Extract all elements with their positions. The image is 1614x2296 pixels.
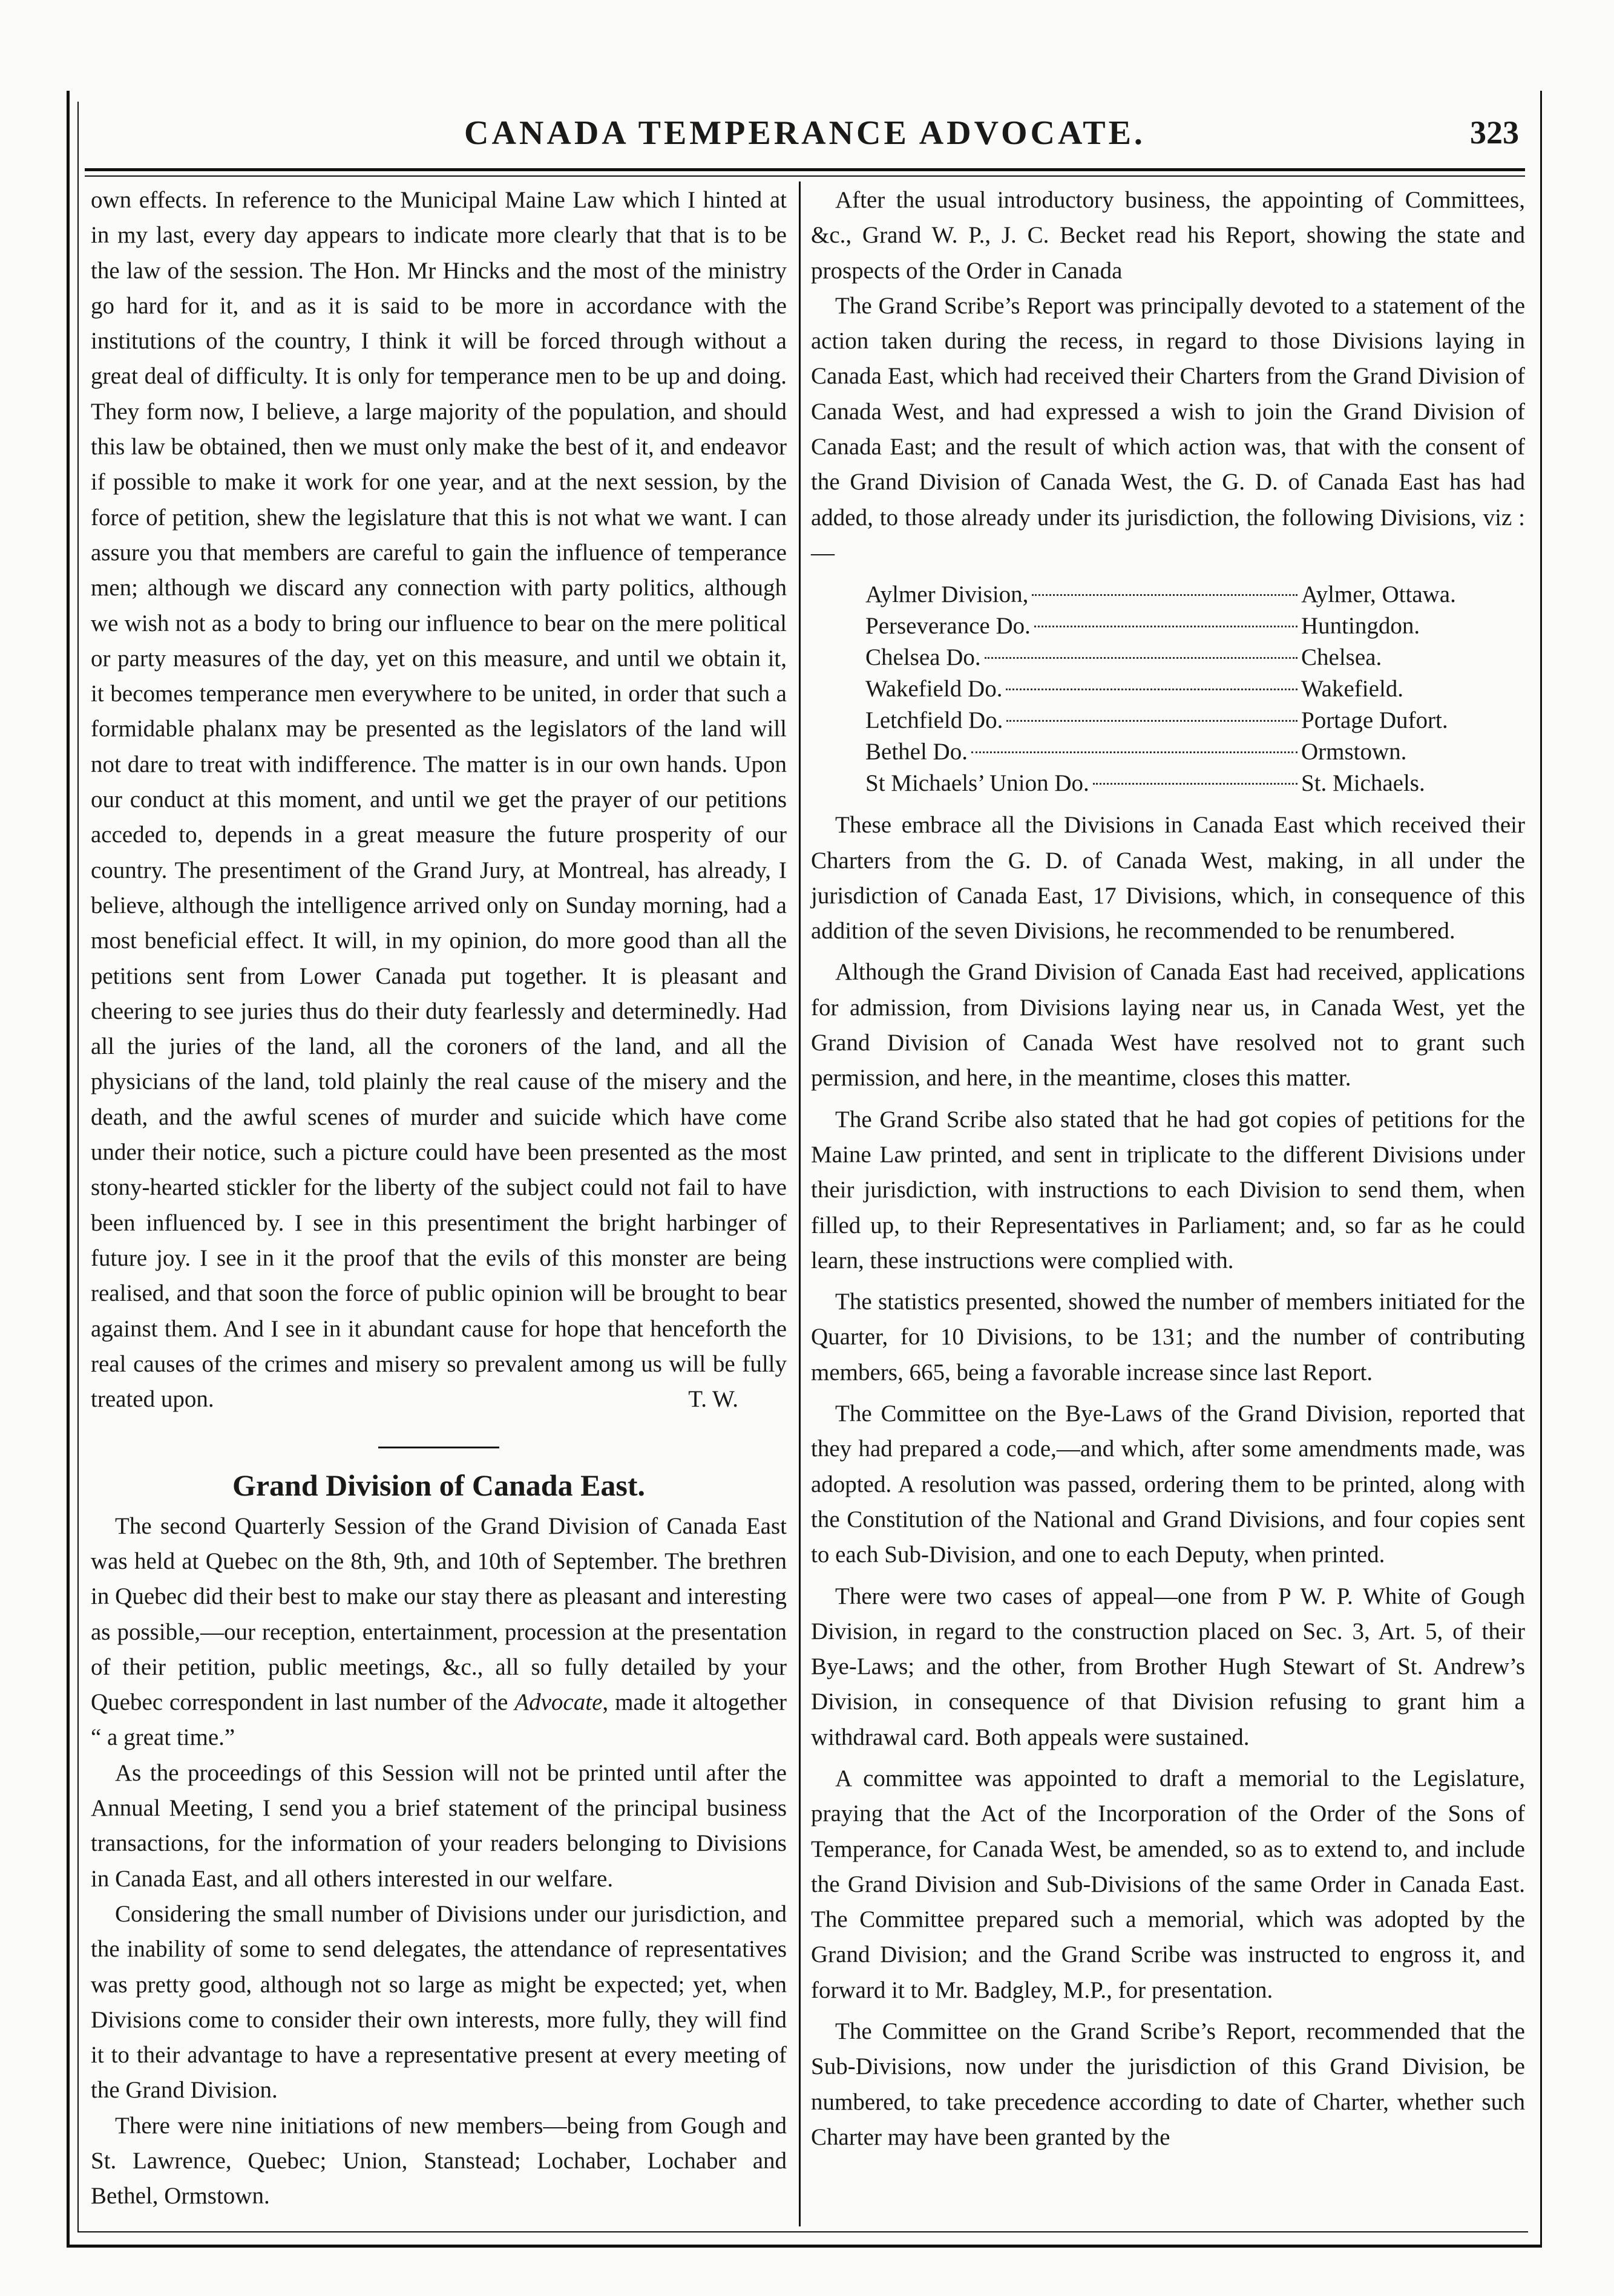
report-paragraph: The statistics presented, showed the number of members initiated for the Quarter, for 10 Divisions, to be 131; and the number of contributing members, 665, being a favorable increase since last Report. <box>811 1289 1525 1385</box>
report-paragraph: A committee was appointed to draft a memorial to the Legislature, praying that the Act of the Incorporation of the Order of the Sons of Temperance, for Canada West, be amended, so as to extend to, and include the Grand Division and Sub-Divisions of the same Order in Canada East. The Committee prepared such a memorial, which was adopted by the Grand Division; and the Grand Scribe was instructed to engross it, and forward it to Mr. Badgley, M.P., for presentation. <box>811 1765 1525 2003</box>
division-place: Ormstown. <box>1301 739 1407 765</box>
leader-dots <box>1034 626 1297 627</box>
leader-dots <box>1032 594 1297 596</box>
section-separator <box>378 1447 499 1448</box>
report-paragraph: As the proceedings of this Session will not be printed until after the Annual Meeting, I send you a brief statement of the principal business transactions, for the information of your readers belonging to Divisions in Canada East, and all others interested in our welfare. <box>91 1759 787 1892</box>
page-number: 323 <box>1470 114 1519 151</box>
division-place: Huntingdon. <box>1301 613 1420 639</box>
divisions-list <box>865 579 1483 799</box>
leader-dots <box>1006 720 1297 722</box>
leader-dots <box>985 657 1297 659</box>
division-row <box>865 768 1483 799</box>
report-paragraph: The Grand Scribe’s Report was principally devoted to a statement of the action taken during the recess, in regard to those Divisions laying in Canada East, which had received their Charters from the Grand Division of Canada West, and had expressed a wish to join the Grand Division of Canada East; and the result of which action was, that with the consent of the Grand Division of Canada West, the G. D. of Canada East has had added, to those already under its jurisdiction, the following Divisions, viz :— <box>811 292 1525 566</box>
division-row <box>865 736 1483 768</box>
division-row <box>865 673 1483 705</box>
division-place: Wakefield. <box>1301 676 1404 702</box>
division-name: Aylmer Division, <box>865 581 1029 608</box>
division-place: Chelsea. <box>1301 644 1382 671</box>
left-column <box>91 183 787 2214</box>
letter-paragraph: own effects. In reference to the Municipal Maine Law which I hinted at in my last, every day appears to indicate more clearly that that is to be the law of the session. The Hon. Mr Hincks and the most of the ministry go hard for it, and as it is said to be more in accordance with the institutions of the country, I think it will be forced through without a great deal of difficulty. It is only for temperance men to be up and doing. They form now, I believe, a large majority of the population, and should this law be obtained, then we must only make the best of it, and endeavor if possible to make it work for one year, and at the next session, by the force of petition, shew the legislature that this is not what we want. I can assure you that members are careful to gain the influence of temperance men; although we discard any connection with party politics, although we wish not as a body to bring our influence to bear on the mere political or party measures of the day, yet on this measure, and until we obtain it, it becomes temperance men everywhere to be united, in order that such a formidable phalanx may be presented as the legislators of the land will not dare to treat with indifference. The matter is in our own hands. Upon our conduct at this moment, and until we get the prayer of our petitions acceded to, depends in a great measure the future prosperity of our country. The presentiment of the Grand Jury, at Montreal, has already, I believe, although the intelligence arrived only on Sunday morning, had a most beneficial effect. It will, in my opinion, do more good than all the petitions sent from Lower Canada put together. It is pleasant and cheering to see juries thus do their duty fearlessly and determinedly. Had all the juries of the land, all the coroners of the land, and all the physicians of the land, told plainly the real cause of the misery and the death, and the awful scenes of murder and suicide which have come under their notice, such a picture could have been presented as the most stony-hearted stickler for the liberty of the subject could not fail to have been influenced by. I see in this presentiment the bright harbinger of future joy. I see in it the proof that the evils of this monster are being realised, and that soon the force of public opinion will be brought to bear against them. And I see in it abundant cause for hope that henceforth the real causes of the crimes and misery so prevalent among us will be fully treated upon. <box>91 187 787 1413</box>
division-row <box>865 642 1483 673</box>
report-paragraph: Considering the small number of Divisions under our jurisdiction, and the inability of some to send delegates, the attendance of representatives was pretty good, although not so large as might be expected; yet, when Divisions come to consider their own interests, more fully, they will find it to their advantage to have a representative present at every meeting of the Grand Division. <box>91 1900 787 2104</box>
letter-signature: T. W. <box>688 1386 738 1413</box>
division-name: Chelsea Do. <box>865 644 981 671</box>
division-place: St. Michaels. <box>1301 770 1425 797</box>
leader-dots <box>1093 783 1297 785</box>
column-divider <box>799 182 801 2226</box>
report-paragraph: After the usual introductory business, the appointing of Committees, &c., Grand W. P., J. C. Becket read his Report, showing the state and prospects of the Order in Canada <box>811 187 1525 284</box>
division-name: Letchfield Do. <box>865 707 1003 734</box>
report-paragraph: There were nine initiations of new members—being from Gough and St. Lawrence, Quebec; Union, Stanstead; Lochaber, Lochaber and Bethel, Ormstown. <box>91 2112 787 2209</box>
leader-dots <box>1006 688 1297 690</box>
publication-title: CANADA TEMPERANCE ADVOCATE. <box>464 114 1146 152</box>
report-paragraph: The Committee on the Bye-Laws of the Grand Division, reported that they had prepared a code,—and which, after some amendments made, was adopted. A resolution was passed, ordering them to be printed, along with the Constitution of the National and Grand Divisions, and four copies sent to each Sub-Division, and one to each Deputy, when printed. <box>811 1401 1525 1568</box>
leader-dots <box>971 751 1297 753</box>
division-name: Bethel Do. <box>865 739 968 765</box>
division-row <box>865 705 1483 736</box>
right-column <box>811 183 1525 2155</box>
header-rule-thin <box>85 175 1525 177</box>
division-name: St Michaels’ Union Do. <box>865 770 1089 797</box>
section-title: Grand Division of Canada East. <box>232 1468 646 1502</box>
division-name: Wakefield Do. <box>865 676 1003 702</box>
report-paragraph: The second Quarterly Session of the Grand Division of Canada East was held at Quebec on the 8th, 9th, and 10th of September. The brethren in Quebec did their best to make our stay there as pleasant and interesting as possible,—our reception, entertainment, procession at the presentation of their petition, public meetings, &c., all so fully detailed by your Quebec correspondent in last number of the Advocate, made it altogether “ a great time.” <box>91 1513 787 1751</box>
report-paragraph: These embrace all the Divisions in Canada East which received their Charters from the G. D. of Canada West, making, in all under the jurisdiction of Canada East, 17 Divisions, which, in consequence of this addition of the seven Divisions, he recommended to be renumbered. <box>811 812 1525 944</box>
division-row <box>865 610 1483 642</box>
report-paragraph: Although the Grand Division of Canada East had received, applications for admission, from Divisions laying near us, in Canada West, yet the Grand Division of Canada West have resolved not to grant such permission, and here, in the meantime, closes this matter. <box>811 959 1525 1091</box>
header-rule <box>85 168 1525 171</box>
division-place: Portage Dufort. <box>1301 707 1448 734</box>
report-paragraph: There were two cases of appeal—one from P W. P. White of Gough Division, in regard to the construction placed on Sec. 3, Art. 5, of their Bye-Laws; and the other, from Brother Hugh Stewart of St. Andrew’s Division, in consequence of that Division refusing to grant him a withdrawal card. Both appeals were sustained. <box>811 1583 1525 1750</box>
advocate-italic: Advocate <box>514 1689 603 1716</box>
division-name: Perseverance Do. <box>865 613 1031 639</box>
report-paragraph: The Grand Scribe also stated that he had got copies of petitions for the Maine Law printed, and sent in triplicate to the different Divisions under their jurisdiction, with instructions to each Division to send them, when filled up, to their Representatives in Parliament; and, so far as he could learn, these instructions were complied with. <box>811 1106 1525 1274</box>
division-place: Aylmer, Ottawa. <box>1301 581 1456 608</box>
page-header <box>85 109 1525 163</box>
division-row <box>865 579 1483 610</box>
report-paragraph: The Committee on the Grand Scribe’s Report, recommended that the Sub-Divisions, now under the jurisdiction of this Grand Division, be numbered, to take precedence according to date of Charter, whether such Charter may have been granted by the <box>811 2018 1525 2150</box>
